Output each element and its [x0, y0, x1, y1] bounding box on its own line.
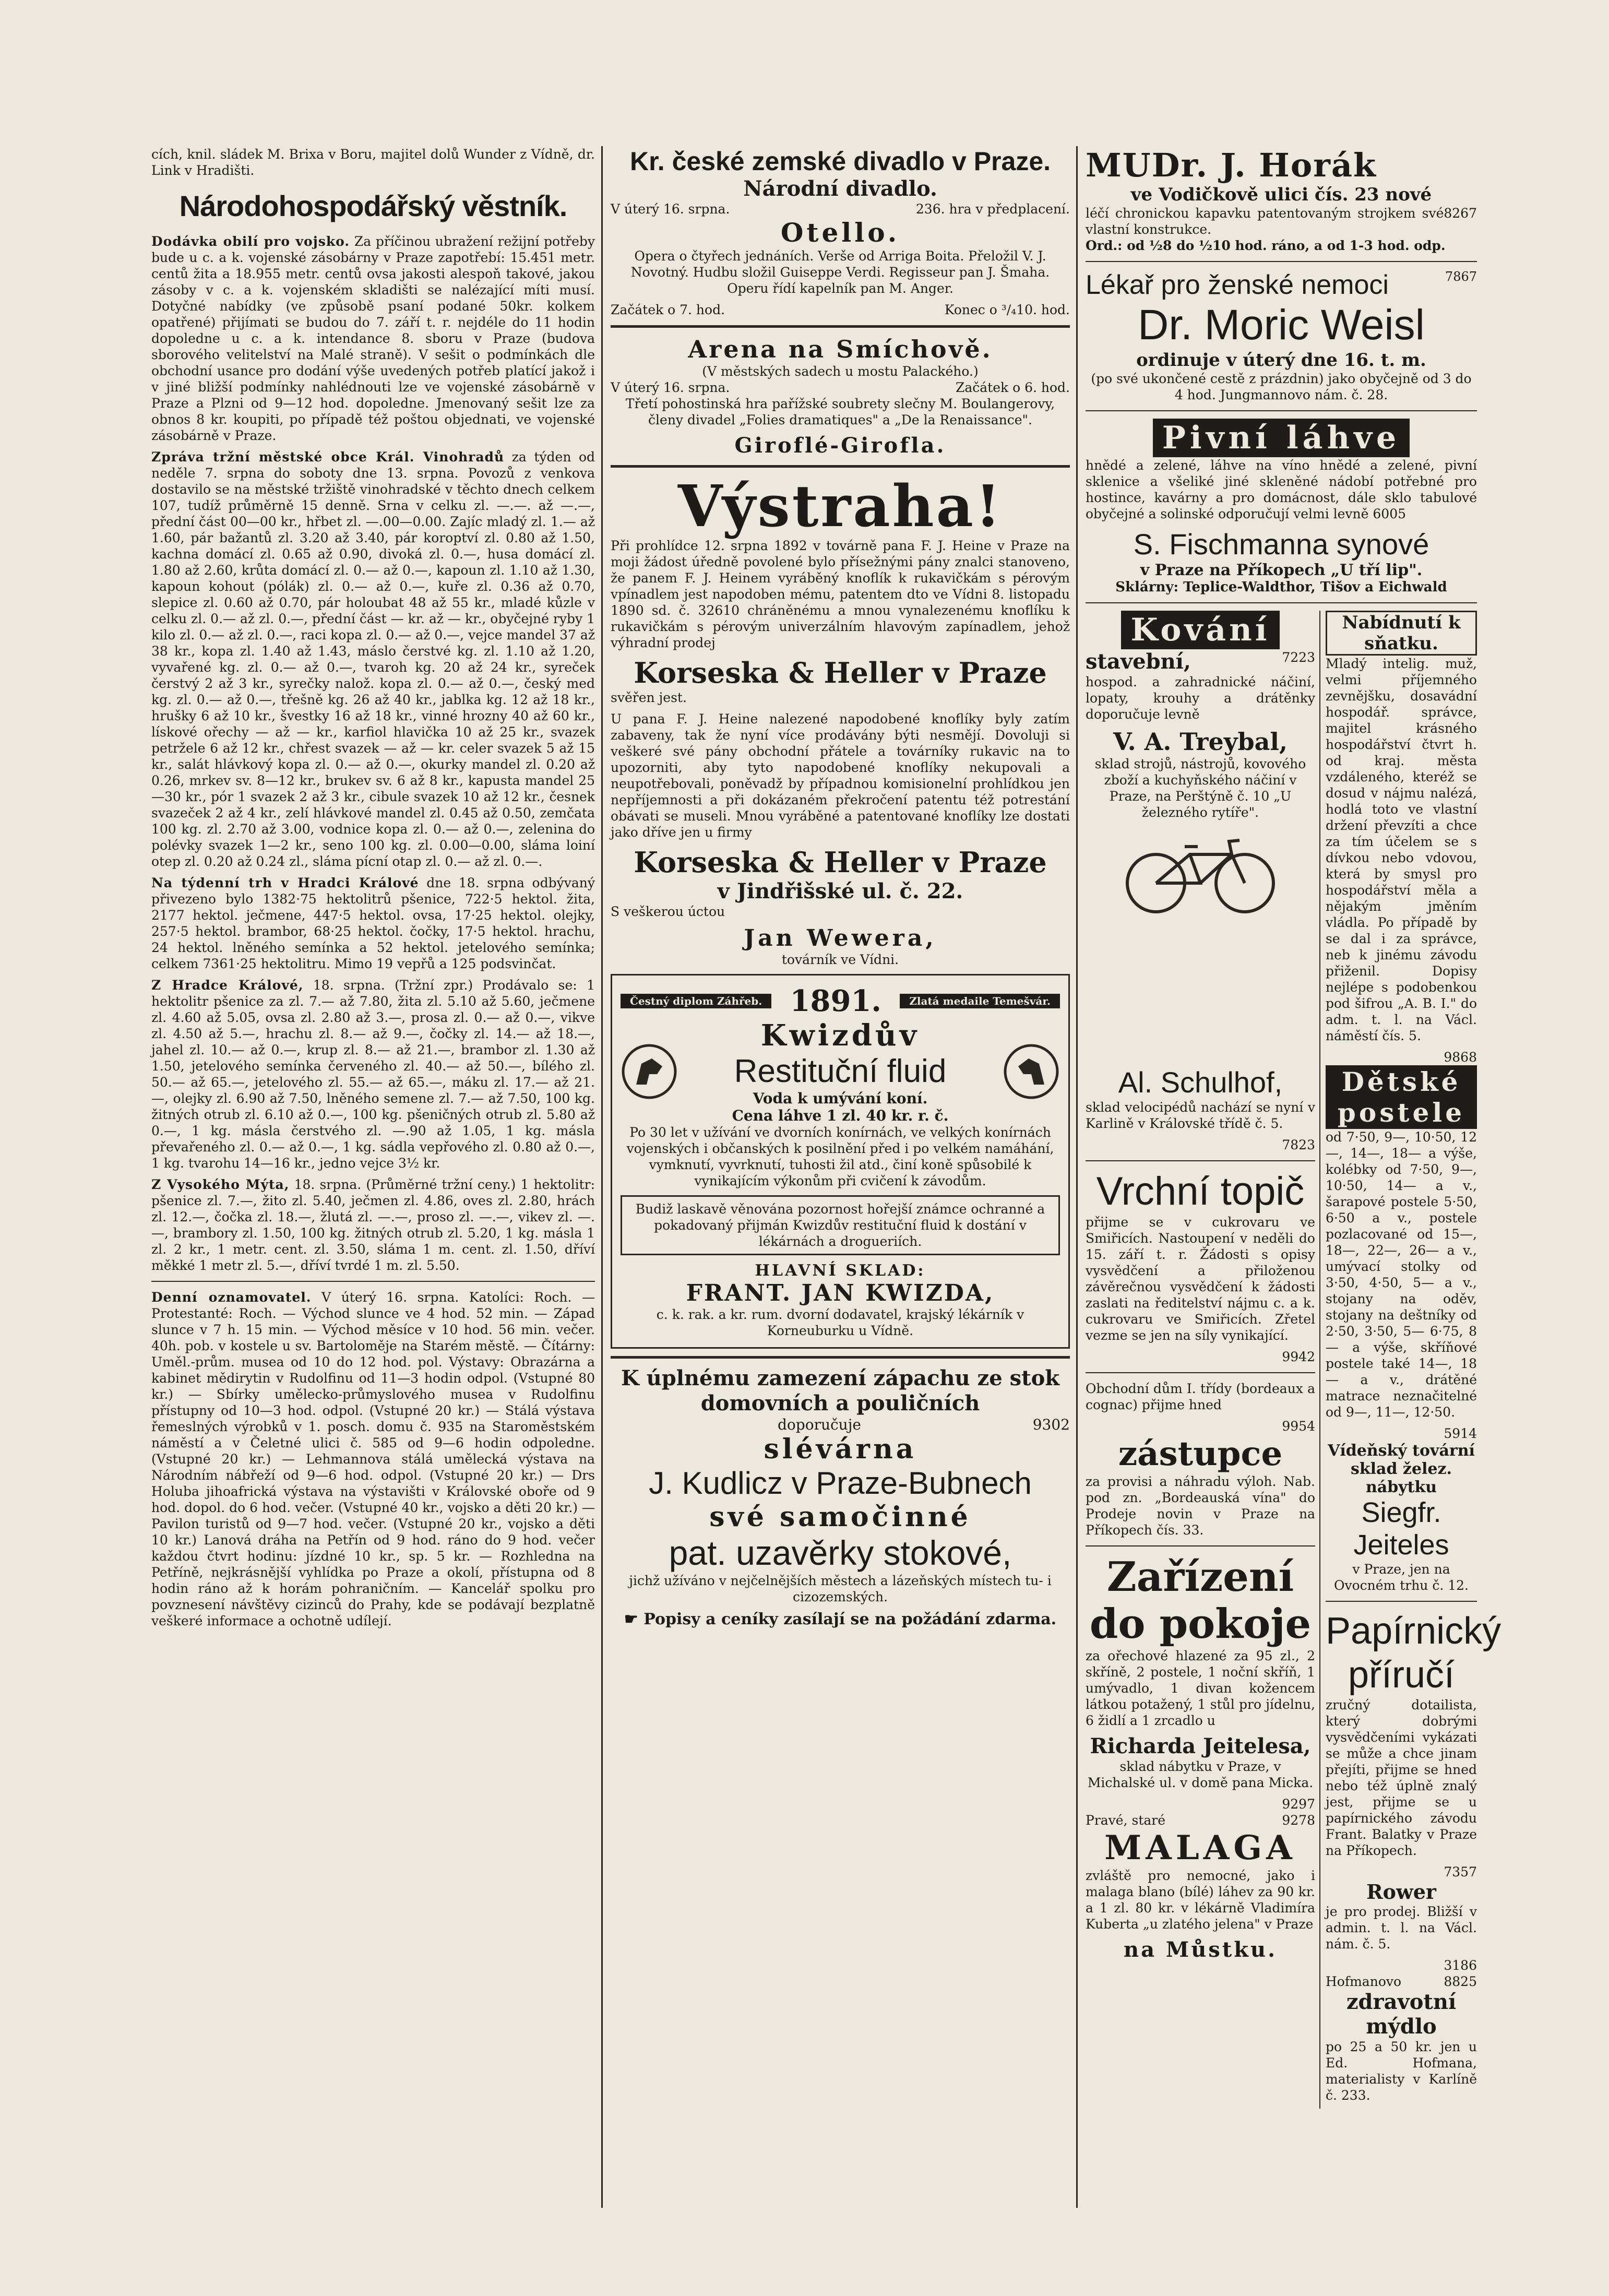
stationery-body: zručný dotailista, který dobrými vysvědčeními vykázati se může a chce jinam přejíti, přijme se hned nebo též úplně znalý jest, přijme se u papírnického závodu Frant. Balatky v Praze na Příkopech.	[1326, 1697, 1477, 1858]
marriage-number: 9868	[1444, 1050, 1477, 1065]
divider	[1086, 1160, 1315, 1161]
rower-heading: Rower	[1366, 1880, 1436, 1904]
sub-column-left	[1086, 1065, 1320, 2109]
foundry-tail	[611, 1610, 1070, 1628]
gyn-name: Dr. Moric Weisl	[1138, 301, 1425, 349]
kids-firm-heading: Vídeňský tovární sklad želez. nábytku	[1328, 1442, 1475, 1496]
furniture-body: za ořechové hlazené za 95 zl., 2 skříně, 2 postele, 1 noční skříň, 1 umývadlo, 1 divan kožencem látkou potažený, 1 stůl pro jídelnu, 6 židlí a 1 zrcadlo u	[1086, 1648, 1315, 1728]
column-economic-news	[151, 146, 595, 1634]
divider	[1086, 1545, 1315, 1546]
foundry-own: své samočinné	[709, 1501, 971, 1533]
kids-body: od 7·50, 9—, 10·50, 12—, 14—, 18— a výše, kolébky od 7·50, 9—, 10·50, 14— a v., šarapové postele 5·50, 6·50 a v., postele pozlacované od 15—, 18—, 22—, 26— a v., umývací stolky od 3·50, 4·50, 5— a v., stojany na oděv, stojany na deštníky od 2·50, 3·50, 5— 6·75, 8— a výše, skříňové postele také 14—, 18— a v., drátěné matrace neznačitelné od 9—, 11—, 12·50.	[1326, 1129, 1477, 1420]
beer-firm: S. Fischmanna synové	[1133, 528, 1429, 561]
kwizda-name: Kwizdův	[760, 1018, 920, 1053]
stoker-heading: Vrchní topič	[1096, 1169, 1305, 1214]
stoker-number: 9942	[1282, 1349, 1315, 1364]
soap-number: 8825	[1444, 1974, 1477, 1989]
kwizda-brand	[678, 1018, 1003, 1124]
divider	[1326, 1601, 1477, 1602]
firm-address: v Jindřišské ul. č. 22.	[717, 879, 963, 903]
foundry-firm: J. Kudlicz v Praze-Bubnech	[649, 1466, 1032, 1501]
malaga-pre: Pravé, staré	[1086, 1813, 1166, 1828]
column-rule	[601, 146, 603, 2208]
kwizda-owner: FRANT. JAN KWIZDA,	[686, 1280, 995, 1306]
article-title: Na týdenní trh v Hradci Králové	[151, 875, 419, 890]
opera-description: Opera o čtyřech jednáních. Verše od Arriga Boita. Přeložil V. J. Novotný. Hudbu složil Guiseppe Verdi. Regisseur pan J. Šmaha. Operu řídí kapelník pan M. Anger.	[630, 248, 1050, 296]
horse-icon	[1003, 1043, 1060, 1100]
kwizda-advert	[611, 974, 1070, 1349]
arena-date: V úterý 16. srpna.	[611, 380, 730, 395]
stoker-body: přijme se v cukrovaru ve Smiřicích. Nastoupení v neděli do 15. září t. r. Žádosti s opisy vysvědčení a přiloženou závěrečnou vysvědčení k žádosti zaslati na ředitelství nájmu c. a k. cukrovaru ve Smiřicích. Zřetel vezme se jen na síly vynikající.	[1086, 1215, 1315, 1343]
gyn-number: 7867	[1445, 269, 1477, 284]
theatre-heading: Kr. české zemské divadlo v Praze.	[629, 147, 1051, 176]
arena-play: Giroflé-Girofla.	[734, 433, 946, 458]
kwizda-awards	[621, 984, 1060, 1018]
bike-number: 7823	[1282, 1137, 1315, 1152]
article-body: Za příčinou ubražení režijní potřeby bude u c. a k. vojenské zásobárny v Praze zapotřebí: 15.451 metr. centů žita a 18.955 metr. centů ovsa jakosti alespoň takové, jakou zásoby v c. a k. vojenském skladišti se nalézající míti musí. Dotyčné nabídky (ve způsobě psaní podané 50kr. kolkem opatřené) přijímati se budou do 7. září t. r. nejdéle do 11 hodin dopoledne u c. a k. intendance 8. sboru v Praze (budova sborového velitelství na Malé straně). V sešit o podmínkách dle obchodní usance pro dodání výše uvedených potřeb platící jakož i v jiné bližší podmínky nahlédnouti lze ve vojenské zásobárně v Praze a Plzni od 9—12 hod. dopoledne. Jmenovaný sešit lze za obnos 8 kr. koupiti, po případě též poštou objednati, ve vojenské zásobárně v Praze.	[151, 234, 595, 443]
sub-column-right	[1326, 1065, 1501, 2109]
opera-start: Začátek o 7. hod.	[611, 302, 725, 317]
recommend-number: 9302	[1032, 1416, 1070, 1433]
kwizda-owner-title: c. k. rak. a kr. rum. dvorní dodavatel, krajský lékárník v Korneuburku u Vídně.	[656, 1307, 1024, 1338]
soap-heading: zdravotní mýdlo	[1346, 1990, 1457, 2039]
foundry-tail-text: Popisy a ceníky zasílají se na požádání zdarma.	[643, 1610, 1057, 1628]
article-body: za týden od neděle 7. srpna do soboty dne 13. srpna. Povozů z venkova dostavilo se na městské tržiště vinohradské v těchto dnech celkem 107, tudíž průměrně 15 denně. Srna v celku zl. —.—. až —.—, přední část 00—00 kr., hřbet zl. —.00—0.00. Zajíc mladý zl. 1.— až 1.60, pár bažantů zl. 3.20 až 3.40, pár koroptví zl. 0.80 až 1.50, kachna domácí zl. 0.65 až 0.90, divoká zl. 0.—, husa domácí zl. 1.80 až 2.60, krůta domácí zl. 0.— až 0.—, kapoun zl. 1.10 až 1.30, kapoun kohout (pólák) zl. 0.— až 0.—, kuře zl. 0.36 až 0.70, slepice zl. 0.60 až 0.70, pár holoubat 48 až 55 kr., mladé kůzle v celku zl. 0.— až zl. 0.—, přední část — kr. až — kr., obyčejné ryby 1 kilo zl. 0.— až zl. 0.—, raci kopa zl. 0.— až 0.—, vejce mandel 37 až 38 kr., kopa zl. 1.40 až 1.43, máslo čerstvé kg. zl. 1.10 až 1.20, vyvařené kg. zl. 0.— až 0.—, tvaroh kg. 20 až 24 kr., syreček čerstvý 2 až 3 kr., syrečky nalož. kopa zl. 0.— až 0.—, český med kg. zl. 0.— až 0.—, třešně kg. 26 až 40 kr., jablka kg. 12 až 18 kr., hrušky 6 až 10 kr., švestky 16 až 18 kr., vinné hrozny 40 až 60 kr., lískové ořechy — až — kr., karfiol hlavička 10 až 25 kr., svazek petržele 6 až 12 kr., chřest svazek — až — kr. celer svazek 5 až 15 kr., salát hlávkový kopa zl. 0.— až 0.—, okurky mandel zl. 0.20 až 0.26, mrkev sv. 8—12 kr., brukev sv. 6 až 8 kr., kapusta mandel 25—30 kr., pór 1 svazek 2 až 3 kr., cibule svazek 10 až 12 kr., česnek svazeček 2 až 4 kr., zelí hlávkové mandel zl. 0.45 až 0.50, zemčata 100 kg. zl. 2.70 až 3.00, vodnice kopa zl. 0.— až 0.—, zelenina do polévky svazek 1—2 kr., seno 100 kg. zl. 0.00—0.00, sláma loiní otep zl. 0.20 až 0.24 zl., sláma pícní otap zl. 0.— až zl. 0.—.	[151, 449, 595, 869]
column-advertisements-right	[1086, 146, 1501, 2109]
beer-number: 6005	[1373, 506, 1407, 521]
divider	[1086, 1372, 1315, 1373]
foundry-description: jichž užíváno v nejčelnějších městech a lázeňských místech tu- i cizozemských.	[629, 1573, 1052, 1604]
kwizda-product: Restituční fluid	[734, 1053, 947, 1089]
respect-line: S veškerou úctou	[611, 904, 725, 919]
newspaper-page	[151, 146, 1501, 2208]
two-column-adverts-lower	[1086, 1065, 1501, 2109]
doctor-name: MUDr. J. Horák	[1086, 146, 1377, 184]
smith-body: hospod. a zahradnické náčiní, lopaty, krouhy a drátěnky doporučuje levně	[1086, 674, 1315, 722]
kwizda-brand-row	[621, 1018, 1060, 1124]
malaga-pre-row	[1086, 1812, 1315, 1828]
theatre-date: V úterý 16. srpna.	[611, 201, 730, 217]
kwizda-note: Budiž laskavě věnována pozornost hořejší známce ochranné a pokadovaný přijmán Kwizdův restituční fluid k dostání v lékárnách a drogueriích.	[635, 1201, 1045, 1249]
article-body: dne 18. srpna odbývaný přivezeno bylo 1382·75 hektolitrů pšenice, 722·5 hektol. žita, 2177 hektol. ječmene, 447·5 hektol. ovsa, 17·25 hektol. olejky, 257·5 hektol. brambor, 68·25 hektol. čočky, 17·5 hektol. hrachu, 24 hektol. lněného semínka a 52 hektol. jetelového semínka; celkem 7361·25 hektolitru. Mimo 19 vepřů a 125 podsvinčat.	[151, 875, 595, 971]
article-title: Denní oznamovatel.	[151, 1290, 312, 1305]
bike-body: sklad velocipédů nachází se nyní v Karlině v Královské třídě č. 5.	[1086, 1100, 1315, 1131]
soap-pre: Hofmanovo	[1326, 1974, 1402, 1989]
divider	[1086, 602, 1477, 603]
smith-firm: V. A. Treybal,	[1113, 728, 1288, 756]
furniture-heading: Zařízení do pokoje	[1089, 1553, 1312, 1648]
opera-times	[611, 302, 1070, 318]
arena-description: Třetí pohostinská hra pařížské soubrety slečny M. Boulangerovy, členy divadel „Folies dramatiques" a „De la Renaissance".	[625, 396, 1055, 427]
article-title: Zpráva tržní městské obce Král. Vinohradů	[151, 449, 505, 465]
doctor-body-row	[1086, 205, 1477, 237]
doctor-number: 8267	[1444, 206, 1477, 221]
firm-name: Korseska & Heller v Praze	[634, 846, 1047, 879]
kids-heading: Dětské postele	[1326, 1065, 1477, 1129]
kwizda-year: 1891.	[790, 984, 881, 1018]
arena-heading: Arena na Smíchově.	[688, 335, 993, 363]
agent-body: za provisi a náhradu výloh. Nab. pod zn. „Bordeauská vína" do Prodeje novin v Praze na Příkopech čís. 33.	[1086, 1474, 1315, 1538]
kwizda-depot: HLAVNÍ SKLAD:	[755, 1262, 926, 1280]
foundry-product: pat. uzavěrky stokové,	[669, 1533, 1012, 1572]
bike-firm: Al. Schulhof,	[1118, 1066, 1283, 1099]
beer-heading: Pivní láhve	[1153, 419, 1410, 457]
bicycle-icon	[1122, 826, 1279, 914]
firm-note: svěřen jest.	[611, 690, 687, 705]
article	[151, 233, 595, 444]
kwizda-note-box	[621, 1195, 1060, 1255]
stationery-heading: Papírnický příručí	[1326, 1610, 1501, 1696]
warning-heading: Výstraha!	[677, 472, 1003, 540]
signer-title: továrník ve Vídni.	[781, 952, 899, 967]
article-title: Z Vysokého Mýta,	[151, 1177, 290, 1192]
doctor-address: ve Vodičkově ulici čís. 23 nové	[1130, 184, 1432, 205]
gyn-row	[1086, 269, 1477, 301]
recommend-text: doporučuje	[778, 1416, 861, 1433]
kids-firm: Siegfr. Jeiteles	[1353, 1497, 1449, 1561]
marriage-body: Mladý intelig. muž, velmi příjemného zevnějšku, dosavádní hospodář. správce, majitel krásného hospodářství čtvrt h. od kraj. města vzdáleného, kteréž se dosud v nájmu nalézá, hodlá toto ve vlastní držení převzíti a chce za tím účelem se s dívkou nebo vdovou, která by smysl pro hospodářství měla a nějakým jměním vládla. Po případě by se dal i za správce, neb k jinému závodu přiženil. Dopisy nejlépe s podobenkou pod šifrou „A. B. I." do adm. t. l. na Václ. náměstí čís. 5.	[1326, 656, 1477, 1043]
malaga-place: na Můstku.	[1123, 1937, 1277, 1962]
article-title: Z Hradce Králové,	[151, 978, 304, 993]
furniture-number: 9297	[1282, 1797, 1315, 1812]
kwizda-description: Po 30 let v užívání ve dvorních konírnách, ve velkých konírnách vojenských i občanských k posilnění před i po velkém namáhání, vymknutí, vyvrknutí, tuhosti žil atd., činí koně spůsobilé k vynikajícím výkonům při cvičení k závodům.	[626, 1125, 1054, 1188]
shop-line: Obchodní dům I. třídy (bordeaux a cognac) přijme hned	[1086, 1381, 1315, 1412]
rower-body: je pro prodej. Bližší v admin. t. l. na Václ. nám. č. 5.	[1326, 1904, 1477, 1952]
article	[151, 449, 595, 870]
furniture-address: sklad nábytku v Praze, v Michalské ul. v domě pana Micka.	[1087, 1759, 1314, 1790]
theatre-number: 236. hra v předplacení.	[915, 201, 1070, 217]
malaga-number: 9278	[1282, 1813, 1315, 1828]
sub-column-left	[1086, 611, 1320, 1065]
gyn-specialty: Lékař pro ženské nemoci	[1086, 270, 1389, 300]
smith-heading: Kování	[1121, 611, 1279, 649]
divider	[1086, 410, 1477, 411]
medal-badge: Zlatá medaile Temešvár.	[900, 994, 1060, 1008]
doctor-body: léčí chronickou kapavku patentovaným strojkem své vlastní konstrukce.	[1086, 206, 1444, 237]
article	[151, 875, 595, 972]
arena-date-row	[611, 379, 1070, 396]
article-body: 18. srpna. (Tržní zpr.) Prodávalo se: 1 hektolitr pšenice za zl. 7.— až 7.80, žita zl. 5.10 až 5.60, ječmene zl. 4.60 až 5.05, ovsa zl. 2.80 až 3.—, prosa zl. 0.— až 0.—, vikve zl. 4.50 až 5.—, hrachu zl. 8.— až 9.—, čočky zl. 14.— až 18.—, jahel zl. 10.— až 0.—, krup zl. 8.— až 21.—, brambor zl. 1.30 až 1.50, jetelového semínka červeného zl. 40.— až 50.—, bílého zl. 50.— až 65.—, jetelového zl. 55.— až 65.—, máku zl. 17.— až 21.—, olejky zl. 6.90 až 7.50, lněného semene zl. 7.— až 7.50, 100 kg. žitných otrub zl. 6.10 až 0.—, 100 kg. pšeničných otrub zl. 5.80 až 0.—, 1 kg. másla čerstvého zl. —.90 až 1.05, 1 kg. másla převařeného zl. 0.— až 0.—, 1 kg. sádla vepřového zl. 0.80 až 0.—, 1 kg. tvarohu 14—16 kr., jedno vejce 3½ kr.	[151, 978, 595, 1171]
marriage-heading: Nabídnutí k sňatku.	[1326, 611, 1477, 656]
theatre-date-row	[611, 201, 1070, 217]
article-body: V úterý 16. srpna. Katolíci: Roch. — Protestanté: Roch. — Východ slunce ve 4 hod. 52 min. — Západ slunce v 7 h. 15 min. — Východ měsíce v 10 hod. 56 min. večer. 40h. pob. v kostele u sv. Bartoloměje na Starém městě. — Čítárny: Uměl.-prům. musea od 10 do 12 hod. pol. Výstavy: Obrazárna a kabinet mědirytin v Rudolfinu od 11—3 hodin odpol. (Vstupné 80 kr.) — Sbírky umělecko-průmyslového musea v Rudolfinu přístupny od 10—3 hod. odpol. (Vstupné 20 kr.) — Stálá výstava řemeslných výrobků v 1. posch. domu č. 935 na Staroměstském náměstí a v Čeletné ulici č. 585 od 9—6 hodin odpoledne. (Vstupné 20 kr.) — Lehmannova stálá umělecká výstava na Národním nábřeží od 9—6 hod. odpol. (Vstupné 20 kr.) — Drs Holuba jihoafrická výstava na výstavišti v Královské oboře od 9 hod. dopol. do 6 hod. večer. (Vstupné 40 kr., vojsko a děti 20 kr.) — Pavilon turistů od 9—7 hod. večer. (Vstupné 20 kr., vojsko a děti 10 kr.) Lanová dráha na Petřín od 9 hod. ráno do 9 hod. večer každou čtvrt hodinu: jízdné 10 kr., sp. 5 kr. — Rozhledna na Petříně, nejkrásnější vyhlídka po Praze a okolí, přístupna od 8 hodin ráno až k horám pohraničním. — Kancelář spolku pro povznesení návštěvy cizinců do Prahy, kde se podávají bezplatně veškeré informace a ochotně udílejí.	[151, 1290, 595, 1628]
recommend-row	[611, 1416, 1070, 1433]
furniture-firm: Richarda Jeitelesa,	[1090, 1734, 1311, 1758]
sub-column-right	[1326, 611, 1477, 1065]
gyn-ordinance: ordinuje v úterý dne 16. t. m.	[1136, 350, 1426, 371]
article	[151, 1289, 595, 1629]
beer-body	[1086, 457, 1477, 522]
warning-text: Při prohlídce 12. srpna 1892 v továrně pana F. J. Heine v Praze na moji žádost úředně povolené bylo přísežnými pány znalci stanoveno, že panem F. J. Heinem vyráběný knoflík k rukavičkám s pérovým vpínadlem jest napodoben mému, patentem dto ve Vídni 8. listopadu 1890 sd. č. 32610 chráněnému a mnou vynalezenému knoflíku k rukavičkám s pérovým univerzálním hlavovým zapínadlem, jehož výhradní prodej	[611, 538, 1070, 650]
kwizda-use: Voda k umývání koní.	[753, 1090, 928, 1107]
section-heading: Národohospodářský věstník.	[179, 189, 567, 222]
article	[151, 1176, 595, 1274]
sewer-heading: K úplnému zamezení zápachu ze stok domovních a pouličních	[621, 1366, 1060, 1415]
firm-name: Korseska & Heller v Praze	[634, 656, 1047, 689]
malaga-body: zvláště pro nemocné, jako i malaga blano (bílé) láhev za 90 kr. a 1 zl. 80 kr. v lékárně Vladimíra Kuberta „u zlatého jelena" v Praze	[1086, 1868, 1315, 1932]
kids-address: v Praze, jen na Ovocném trhu č. 12.	[1333, 1562, 1469, 1593]
signer-name: Jan Wewera,	[744, 925, 937, 951]
column-advertisements-middle	[611, 146, 1070, 1628]
arena-start: Začátek o 6. hod.	[955, 380, 1070, 395]
gyn-body: (po své ukončené cestě z prázdnin) jako obyčejně od 3 do 4 hod. Jungmannovo nám. č. 28.	[1091, 371, 1472, 402]
article-title: Dodávka obilí pro vojsko.	[151, 234, 350, 249]
kids-number: 5914	[1444, 1426, 1477, 1441]
article-body: 18. srpna. (Průměrné tržní ceny.) 1 hektolitr: pšenice zl. 7.—, žito zl. 5.40, ječmen zl. 4.86, oves zl. 2.80, hrách zl. 12.—, čočka zl. 18.—, žlutá zl. —.—, proso zl. —.—, vikev zl. —.—, brambory zl. 1.50, 100 kg. žitných otrub zl. 5.20, 1 kg. másla 1 zl. 2 kr., 1 metr. cent. zl. 3.50, sláma 1 m. cent. zl. 1.50, dříví měkké 1 metr zl. 5.—, dříví tvrdé 1 m. zl. 5.50.	[151, 1177, 595, 1273]
opera-title: Otello.	[780, 217, 900, 248]
stationery-number: 7357	[1444, 1864, 1477, 1879]
divider	[151, 1281, 595, 1282]
column-rule	[1076, 146, 1078, 2208]
beer-text: hnědé a zelené, láhve na víno hnědé a zelené, pivní sklenice a všeliké jiné skleněné nádobí potřebné pro hostince, kavárny a pro domácnost, dále sklo tabulové obyčejné a solinské odporučují velmi levně	[1086, 458, 1477, 521]
smith-sub-row	[1086, 649, 1315, 674]
kwizda-price: Cena láhve 1 zl. 40 kr. r. č.	[732, 1107, 949, 1124]
malaga-heading: MALAGA	[1104, 1828, 1296, 1867]
pointing-hand-icon: ☛	[624, 1610, 644, 1628]
divider	[611, 325, 1070, 328]
beer-works: Sklárny: Teplice-Waldthor, Tišov a Eichwald	[1115, 579, 1447, 595]
doctor-hours: Ord.: od ½8 do ½10 hod. ráno, a od 1-3 hod. odp.	[1086, 238, 1446, 253]
divider	[611, 465, 1070, 468]
opera-end: Konec o ³/₄10. hod.	[944, 302, 1070, 317]
two-column-adverts	[1086, 611, 1477, 1065]
smith-subheading: stavební,	[1086, 649, 1191, 674]
divider	[1086, 261, 1477, 262]
agent-heading: zástupce	[1118, 1434, 1283, 1473]
divider	[611, 1356, 1070, 1359]
rower-number: 3186	[1444, 1958, 1477, 1973]
diplom-badge: Čestný diplom Záhřeb.	[621, 994, 771, 1008]
smith-body-continued: sklad strojů, nástrojů, kovového zboží a kuchyňského náčiní v Praze, na Perštýně č. 10 „U železného rytíře".	[1094, 756, 1306, 820]
lead-text: cích, knil. sládek M. Brixa v Boru, majitel dolů Wunder z Vídně, dr. Link v Hradišti.	[151, 147, 595, 178]
warning-text-continued: U pana F. J. Heine nalezené napodobené knoflíky byly zatím zabaveny, tak že nyní více prodávány býti nesmějí. Dovoluji si veškeré své pány obchodní přátele a továrníky rukavic na to upozorniti, aby tyto napodobené knoflíky nekupovali a neupotřebovali, poněvadž by případnou komisionelní prohlídkou jen nepříjemnosti a při dokázaném překročení patentu též potrestání obávati se museli. Mnou vyráběné a patentované knoflíky lze dostati jako dříve jen u firmy	[611, 711, 1070, 840]
soap-body: po 25 a 50 kr. jen u Ed. Hofmana, materialisty v Karlíně č. 233.	[1326, 2039, 1477, 2103]
soap-pre-row	[1326, 1973, 1477, 1990]
foundry-heading: slévárna	[764, 1433, 917, 1465]
horse-icon	[621, 1043, 678, 1100]
article	[151, 977, 595, 1171]
smith-number: 7223	[1282, 650, 1315, 665]
beer-address: v Praze na Příkopech „U tří lip".	[1140, 561, 1423, 579]
theatre-subheading: Národní divadlo.	[743, 176, 937, 201]
arena-subheading: (V městských sadech u mostu Palackého.)	[702, 364, 979, 379]
shop-number: 9954	[1282, 1419, 1315, 1434]
